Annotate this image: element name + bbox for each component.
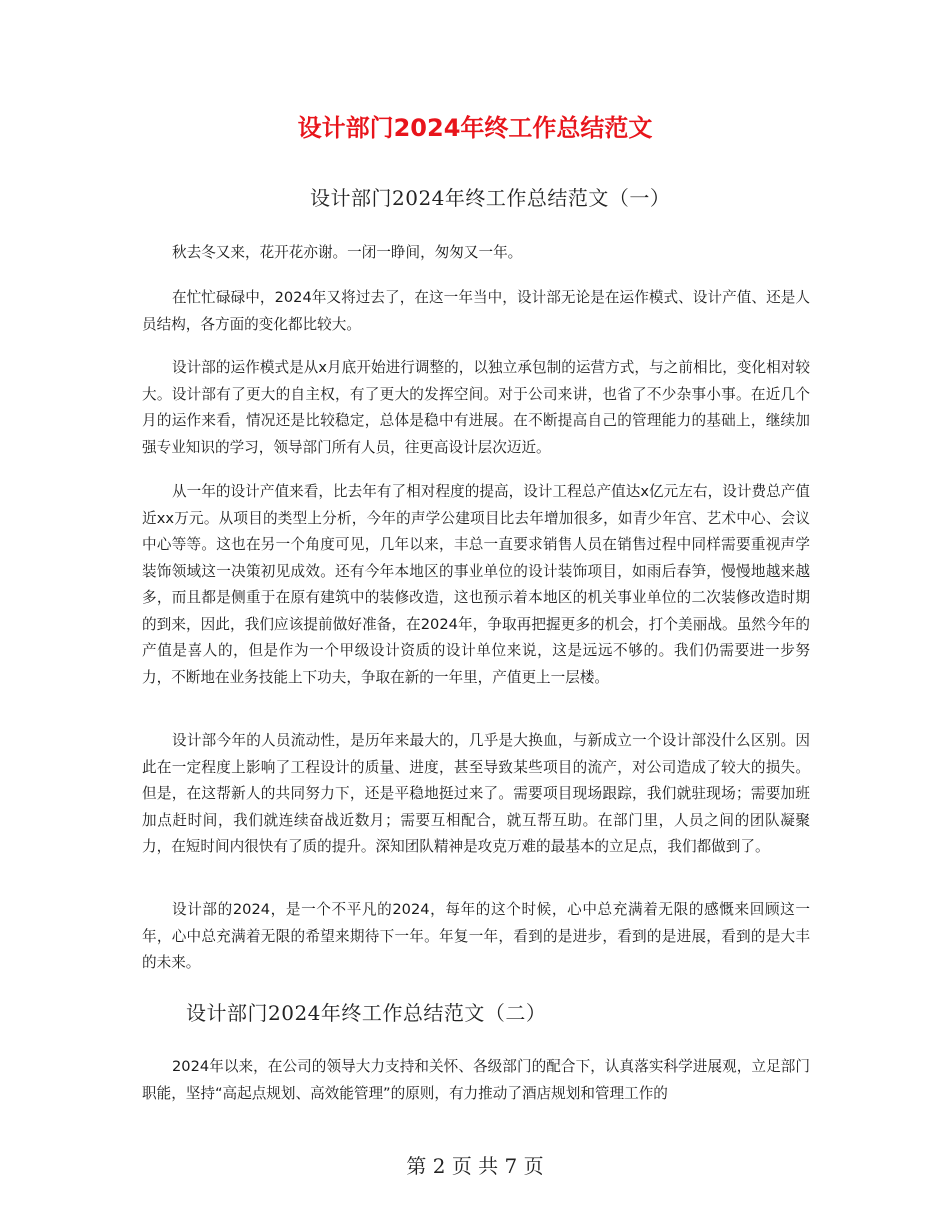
paragraph: 秋去冬又来，花开花亦谢。一闭一睁间，匆匆又一年。 <box>172 244 523 261</box>
paragraph: 设计部今年的人员流动性，是历年来最大的，几乎是大换血，与新成立一个设计部没什么区别。因此在一定程度上影响了工程设计的质量、进度，甚至导致某些项目的流产，对公司造成了较大的损失。但是，在这帮新人的共同努力下，还是平稳地挺过来了。需要项目现场跟踪，我们就驻现场；需要加班加点赶时间，我们就连续奋战近数月；需要互相配合，就互帮互助。在部门里，人员之间的团队凝聚力，在短时间内很快有了质的提升。深知团队精神是攻克万难的最基本的立足点，我们都做到了。 <box>142 732 810 855</box>
section-heading-2: 设计部门2024年终工作总结范文（二） <box>186 1001 547 1025</box>
paragraph: 2024年以来，在公司的领导大力支持和关怀、各级部门的配合下，认真落实科学进展观，立足部门职能，坚持“高起点规划、高效能管理”的原则，有力推动了酒店规划和管理工作的 <box>142 1058 810 1102</box>
section-heading-1: 设计部门2024年终工作总结范文（一） <box>310 186 671 210</box>
paragraph: 设计部的运作模式是从x月底开始进行调整的，以独立承包制的运营方式，与之前相比，变化相对较大。设计部有了更大的自主权，有了更大的发挥空间。对于公司来讲，也省了不少杂事小事。在近几个月的运作来看，情况还是比较稳定，总体是稳中有进展。在不断提高自己的管理能力的基础上，继续加强专业知识的学习，领导部门所有人员，往更高设计层次迈近。 <box>142 359 810 456</box>
page-number-footer: 第 2 页 共 7 页 <box>406 1154 544 1178</box>
paragraph: 从一年的设计产值来看，比去年有了相对程度的提高，设计工程总产值达x亿元左右，设计费总产值近xx万元。从项目的类型上分析，今年的声学公建项目比去年增加很多，如青少年宫、艺术中心、会议中心等等。这也在另一个角度可见，几年以来，丰总一直要求销售人员在销售过程中同样需要重视声学装饰领域这一决策初见成效。还有今年本地区的事业单位的设计装饰项目，如雨后春笋，慢慢地越来越多，而且都是侧重于在原有建筑中的装修改造，这也预示着本地区的机关事业单位的二次装修改造时期的到来，因此，我们应该提前做好准备，在2024年，争取再把握更多的机会，打个美丽战。虽然今年的产值是喜人的，但是作为一个甲级设计资质的设计单位来说，这是远远不够的。我们仍需要进一步努力，不断地在业务技能上下功夫，争取在新的一年里，产值更上一层楼。 <box>142 483 810 686</box>
paragraph: 设计部的2024，是一个不平凡的2024，每年的这个时候，心中总充满着无限的感慨来回顾这一年，心中总充满着无限的希望来期待下一年。年复一年，看到的是进步，看到的是进展，看到的是大丰的未来。 <box>142 901 810 971</box>
paragraph: 在忙忙碌碌中，2024年又将过去了，在这一年当中，设计部无论是在运作模式、设计产值、还是人员结构，各方面的变化都比较大。 <box>142 289 810 333</box>
document-title: 设计部门2024年终工作总结范文 <box>297 114 653 142</box>
